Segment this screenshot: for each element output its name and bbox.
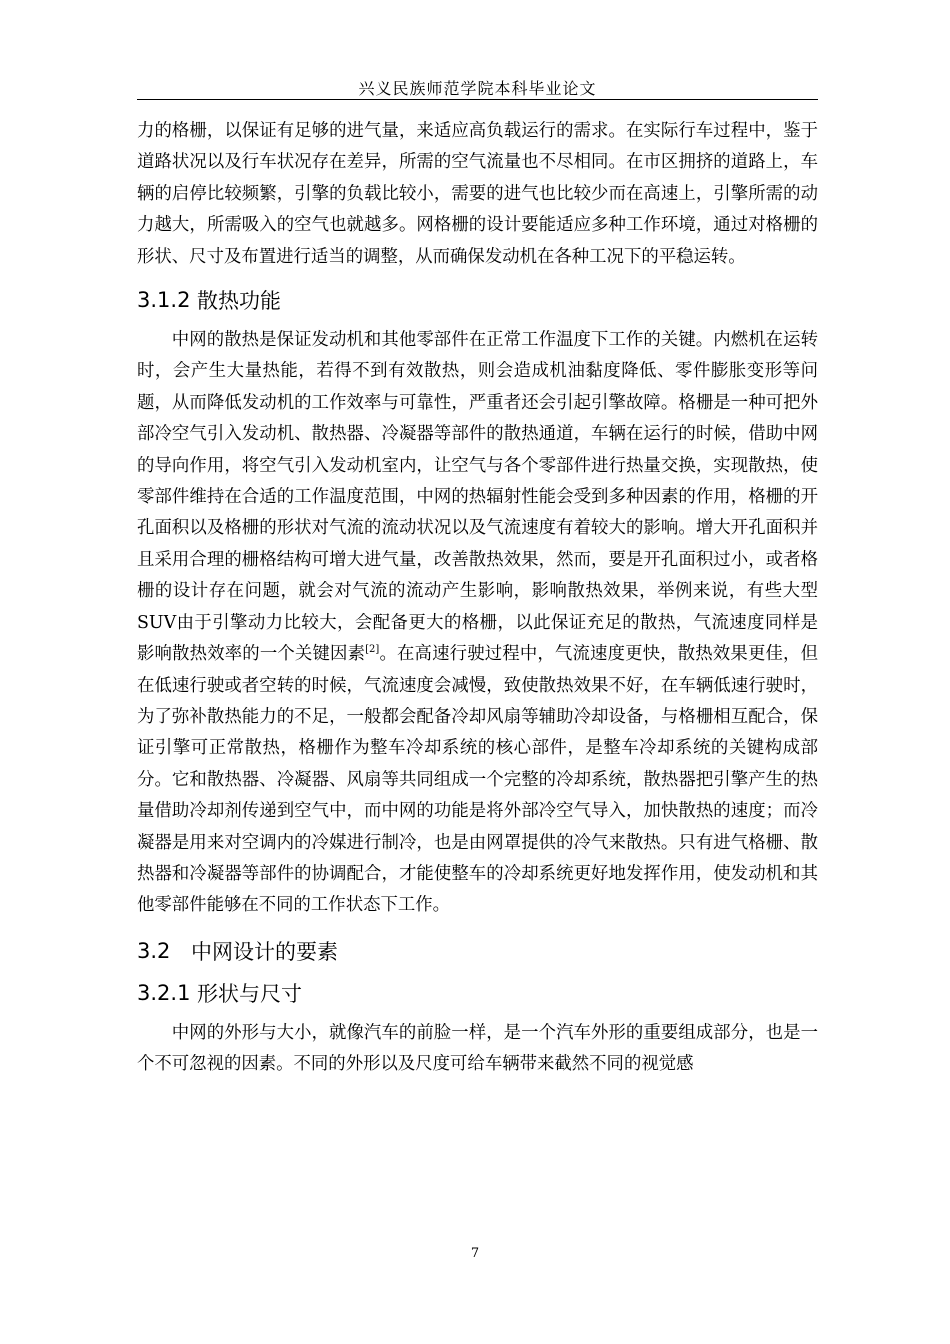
section-heading-3-2-1 xyxy=(137,976,818,1010)
section-heading-3-1-2 xyxy=(137,285,818,315)
page-number: 7 xyxy=(470,1246,480,1261)
paragraph-text: 中网的散热是保证发动机和其他零部件在正常工作温度下工作的关键。内燃机在运转时，会产生大量热能，若得不到有效散热，则会造成机油黏度降低、零件膨胀变形等问题，从而降低发动机的工作效率与可靠性，严重者还会引起引擎故障。格栅是一种可把外部冷空气引入发动机、散热器、冷凝器等部件的散热通道，车辆在运行的时候，借助中网的导向作用，将空气引入发动机室内，让空气与各个零部件进行热量交换，实现散热，使零部件维持在合适的工作温度范围，中网的热辐射性能会受到多种因素的作用，格栅的开孔面积以及格栅的形状对气流的流动状况以及气流速度有着较大的影响。增大开孔面积并且采用合理的栅格结构可增大进气量，改善散热效果，然而，要是开孔面积过小，或者格栅的设计存在问题，就会对气流的流动产生影响，影响散热效果，举例来说，有些大型SUV由于引擎动力比较大，会配备更大的格栅，以此保证充足的散热，气流速度同样是影响散热效率的一个关键因素 xyxy=(137,330,818,665)
paragraph-continued: 力的格栅，以保证有足够的进气量，来适应高负载运行的需求。在实际行车过程中，鉴于道路状况以及行车状况存在差异，所需的空气流量也不尽相同。在市区拥挤的道路上，车辆的启停比较频繁，引擎的负载比较小，需要的进气也比较少而在高速上，引擎所需的动力越大，所需吸入的空气也就越多。网格栅的设计要能适应多种工作环境，通过对格栅的形状、尺寸及布置进行适当的调整，从而确保发动机在各种工况下的平稳运转。 xyxy=(137,121,818,267)
section-title: 形状与尺寸 xyxy=(197,981,302,1006)
paragraph-shape-size: 中网的外形与大小，就像汽车的前脸一样，是一个汽车外形的重要组成部分，也是一个不可忽视的因素。不同的外形以及尺度可给车辆带来截然不同的视觉感 xyxy=(137,1022,818,1075)
section-title: 散热功能 xyxy=(197,289,281,314)
running-header: 兴义民族师范学院本科毕业论文 xyxy=(358,79,597,98)
header-rule xyxy=(137,99,818,100)
section-heading-3-2 xyxy=(137,934,818,968)
paragraph-text: 。在高速行驶过程中，气流速度更快，散热效果更佳，但在低速行驶或者空转的时候，气流速度会减慢，致使散热效果不好，在车辆低速行驶时，为了弥补散热能力的不足，一般都会配备冷却风扇等辅助冷却设备，与格栅相互配合，保证引擎可正常散热，格栅作为整车冷却系统的核心部件，是整车冷却系统的关键构成部分。它和散热器、冷凝器、风扇等共同组成一个完整的冷却系统，散热器把引擎产生的热量借助冷却剂传递到空气中，而中网的功能是将外部冷空气导入，加快散热的速度；而冷凝器是用来对空调内的冷媒进行制冷，也是由网罩提供的冷气来散热。只有进气格栅、散热器和冷凝器等部件的协调配合，才能使整车的冷却系统更好地发挥作用，使发动机和其他零部件能够在不同的工作状态下工作。 xyxy=(137,644,818,916)
section-number: 3.2 xyxy=(137,938,171,963)
section-title: 中网设计的要素 xyxy=(191,939,338,964)
citation-marker: [2] xyxy=(365,644,380,656)
page-body xyxy=(137,116,818,1081)
paragraph-cooling xyxy=(137,325,818,922)
section-number: 3.1.2 xyxy=(137,288,191,313)
section-number: 3.2.1 xyxy=(137,980,191,1005)
